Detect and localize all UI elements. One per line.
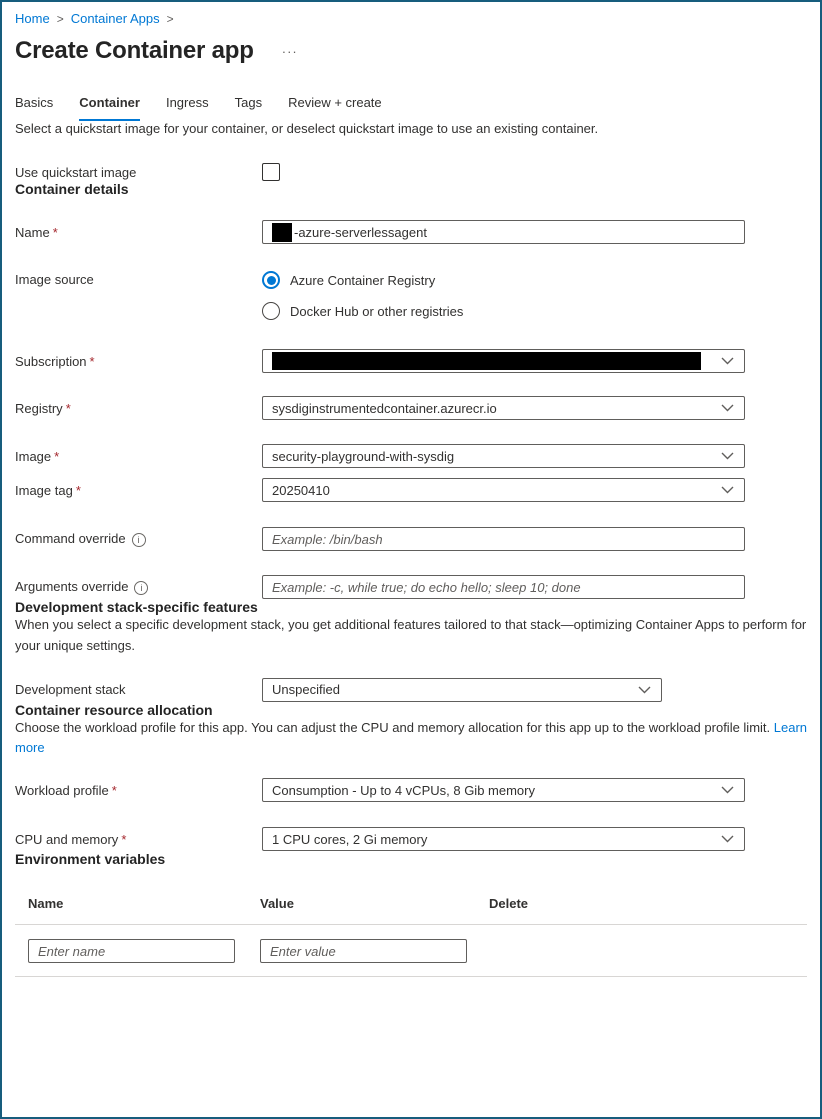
tab-container[interactable]: Container bbox=[79, 95, 140, 121]
chevron-down-icon bbox=[721, 452, 734, 460]
environment-variables-heading: Environment variables bbox=[15, 851, 166, 868]
tab-basics[interactable]: Basics bbox=[15, 95, 54, 110]
env-col-delete: Delete bbox=[489, 896, 529, 912]
image-tag-value: 20250410 bbox=[272, 482, 330, 498]
env-vars-table-row bbox=[15, 925, 807, 976]
cpu-memory-dropdown[interactable] bbox=[262, 827, 745, 851]
env-value-input[interactable] bbox=[260, 939, 467, 963]
radio-dot bbox=[267, 276, 276, 285]
info-icon[interactable]: i bbox=[132, 533, 146, 547]
chevron-down-icon bbox=[721, 357, 734, 365]
radio-option-azure-container-registry[interactable] bbox=[262, 271, 463, 289]
registry-dropdown[interactable] bbox=[262, 396, 745, 420]
image-dropdown[interactable] bbox=[262, 444, 745, 468]
image-source-radio-group bbox=[262, 271, 463, 320]
resource-allocation-heading: Container resource allocation bbox=[15, 701, 213, 718]
radio-unselected-icon[interactable] bbox=[262, 302, 280, 320]
name-label: Name * bbox=[15, 224, 58, 240]
image-source-label: Image source bbox=[15, 272, 94, 287]
redacted-text bbox=[272, 352, 701, 370]
name-input[interactable] bbox=[262, 220, 745, 244]
arguments-override-label: Arguments override i bbox=[15, 579, 262, 595]
required-marker: * bbox=[121, 831, 127, 847]
dev-stack-description: When you select a specific development stack, you get additional features tailored to that stack—optimizing Container Apps to perform for your unique settings. bbox=[15, 617, 807, 653]
info-icon[interactable]: i bbox=[134, 581, 148, 595]
image-tag-dropdown[interactable] bbox=[262, 478, 745, 502]
cpu-memory-label: CPU and memory * bbox=[15, 831, 127, 847]
registry-label: Registry * bbox=[15, 400, 71, 416]
subscription-label: Subscription * bbox=[15, 353, 95, 369]
resource-allocation-description: Choose the workload profile for this app. You can adjust the CPU and memory allocation for this app up to the workload profile limit. Learn more bbox=[15, 719, 808, 756]
env-col-value: Value bbox=[260, 896, 294, 912]
required-marker: * bbox=[54, 448, 60, 464]
required-marker: * bbox=[89, 353, 95, 369]
image-value: security-playground-with-sysdig bbox=[272, 448, 455, 464]
chevron-down-icon bbox=[721, 786, 734, 794]
development-stack-value: Unspecified bbox=[272, 682, 340, 698]
tab-ingress[interactable]: Ingress bbox=[165, 95, 209, 110]
chevron-down-icon bbox=[721, 486, 734, 494]
registry-value: sysdiginstrumentedcontainer.azurecr.io bbox=[272, 400, 497, 416]
breadcrumb-separator: > bbox=[56, 11, 64, 26]
more-options-button[interactable]: ··· bbox=[281, 43, 298, 59]
intro-text: Select a quickstart image for your container, or deselect quickstart image to use an existing container. bbox=[15, 121, 599, 136]
workload-profile-value: Consumption - Up to 4 vCPUs, 8 Gib memory bbox=[272, 782, 535, 798]
arguments-override-input[interactable] bbox=[262, 575, 745, 599]
command-override-label: Command override i bbox=[15, 531, 262, 547]
required-marker: * bbox=[52, 224, 58, 240]
env-name-input[interactable] bbox=[28, 939, 235, 963]
table-divider bbox=[15, 976, 807, 977]
breadcrumb-home-link[interactable]: Home bbox=[15, 11, 50, 26]
learn-more-link[interactable]: Learn more bbox=[15, 719, 808, 756]
breadcrumb-separator: > bbox=[166, 11, 174, 26]
container-details-heading: Container details bbox=[15, 181, 129, 197]
image-label: Image * bbox=[15, 448, 60, 464]
breadcrumb-container-apps-link[interactable]: Container Apps bbox=[70, 11, 160, 26]
name-input-value: -azure-serverlessagent bbox=[294, 224, 427, 240]
command-override-input[interactable] bbox=[262, 527, 745, 551]
wizard-tabs bbox=[15, 95, 807, 121]
use-quickstart-image-checkbox[interactable] bbox=[262, 163, 280, 181]
radio-option-docker-hub[interactable] bbox=[262, 302, 463, 320]
required-marker: * bbox=[75, 482, 81, 498]
use-quickstart-image-label: Use quickstart image bbox=[15, 164, 137, 180]
required-marker: * bbox=[111, 782, 117, 798]
development-stack-label: Development stack bbox=[15, 682, 126, 698]
image-tag-label: Image tag * bbox=[15, 482, 81, 498]
development-stack-dropdown[interactable] bbox=[262, 678, 662, 702]
env-vars-table-header bbox=[15, 896, 807, 924]
radio-selected-icon[interactable] bbox=[262, 271, 280, 289]
chevron-down-icon bbox=[721, 404, 734, 412]
radio-label-docker: Docker Hub or other registries bbox=[290, 303, 464, 319]
tab-review-create[interactable]: Review + create bbox=[288, 95, 382, 110]
breadcrumb bbox=[15, 11, 807, 26]
workload-profile-label: Workload profile * bbox=[15, 782, 117, 798]
page-title: Create Container app bbox=[15, 37, 254, 64]
chevron-down-icon bbox=[721, 835, 734, 843]
env-col-name: Name bbox=[28, 896, 64, 912]
subscription-dropdown[interactable] bbox=[262, 349, 745, 373]
radio-label-acr: Azure Container Registry bbox=[290, 272, 436, 288]
workload-profile-dropdown[interactable] bbox=[262, 778, 745, 802]
chevron-down-icon bbox=[638, 686, 651, 694]
dev-stack-heading: Development stack-specific features bbox=[15, 599, 258, 615]
redacted-text bbox=[272, 223, 292, 242]
required-marker: * bbox=[65, 400, 71, 416]
tab-tags[interactable]: Tags bbox=[234, 95, 263, 110]
cpu-memory-value: 1 CPU cores, 2 Gi memory bbox=[272, 831, 428, 847]
